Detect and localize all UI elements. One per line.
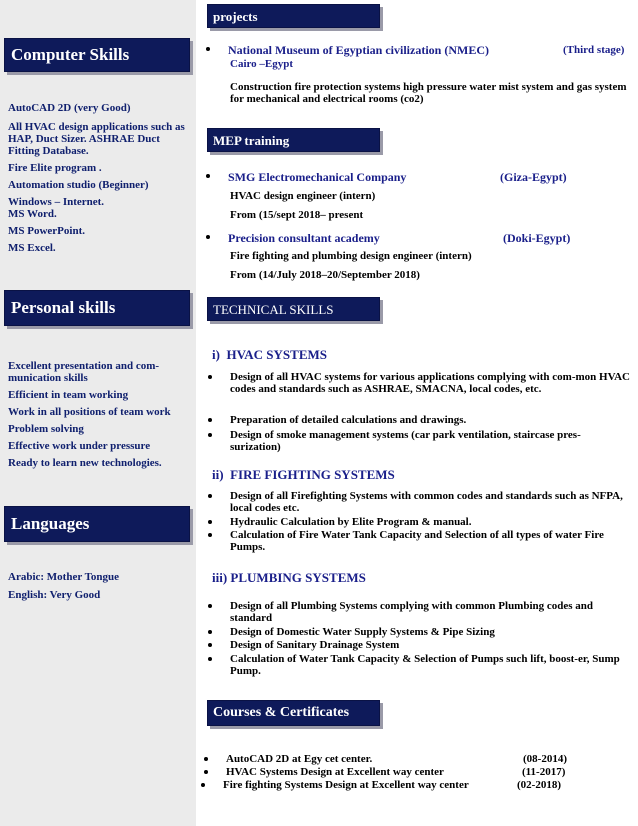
computer-skills-title: Computer Skills	[11, 45, 130, 64]
section-title	[212, 347, 327, 363]
course-name: Fire fighting Systems Design at Excellent way center	[223, 779, 469, 791]
languages-title: Languages	[11, 514, 90, 533]
list-item: Problem solving	[8, 423, 84, 435]
list-item: Design of Sanitary Drainage System	[230, 639, 630, 651]
list-item: Effective work under pressure	[8, 440, 151, 452]
list-item: Design of all Plumbing Systems complying with common Plumbing codes and standard	[230, 600, 630, 624]
mep-period: From (15/sept 2018– present	[230, 209, 364, 221]
list-item: Calculation of Water Tank Capacity & Selection of Pumps such lift, boost-er, Sump Pump.	[230, 653, 630, 677]
list-item: Windows – Internet. MS Word.	[8, 196, 105, 220]
course-date: (02-2018)	[517, 779, 561, 791]
mep-header	[207, 128, 380, 152]
courses-title: Courses & Certificates	[213, 705, 350, 720]
list-item: Fire Elite program .	[8, 162, 102, 174]
computer-skills-header	[4, 38, 190, 72]
mep-company: Precision consultant academy	[228, 231, 380, 245]
list-item: Automation studio (Beginner)	[8, 179, 149, 191]
section-number: i)	[212, 347, 220, 362]
list-item: All HVAC design applications such as HAP, Duct Sizer. ASHRAE Duct Fitting Database.	[8, 121, 185, 157]
sidebar	[0, 0, 196, 826]
list-item: Efficient in team working	[8, 389, 129, 401]
section-name: PLUMBING SYSTEMS	[230, 570, 366, 585]
list-item: AutoCAD 2D (very Good)	[8, 102, 131, 114]
technical-title: TECHNICAL SKILLS	[213, 302, 334, 317]
section-number: iii)	[212, 570, 228, 585]
course-date: (08-2014)	[523, 753, 567, 765]
technical-header	[207, 297, 380, 321]
computer-skills-list	[8, 102, 194, 254]
section-title	[212, 467, 395, 483]
mep-title: MEP training	[213, 133, 290, 148]
list-item: Design of smoke management systems (car park ventilation, staircase pres-surization)	[230, 429, 630, 453]
list-item: Hydraulic Calculation by Elite Program & manual.	[230, 516, 630, 528]
list-item: MS Excel.	[8, 242, 56, 254]
list-item: English: Very Good	[8, 589, 101, 601]
languages-header	[4, 506, 190, 542]
list-item: Preparation of detailed calculations and drawings.	[230, 414, 630, 426]
mep-period: From (14/July 2018–20/September 2018)	[230, 269, 420, 281]
mep-place: (Giza-Egypt)	[500, 170, 567, 184]
projects-title: projects	[213, 9, 258, 24]
project-location: Cairo –Egypt	[230, 58, 294, 70]
course-name: HVAC Systems Design at Excellent way center	[226, 766, 444, 778]
list-item: Calculation of Fire Water Tank Capacity and Selection of all types of water Fire Pumps.	[230, 529, 630, 553]
courses-header	[207, 700, 380, 726]
section-name: FIRE FIGHTING SYSTEMS	[230, 467, 395, 482]
project-stage: (Third stage)	[563, 44, 625, 56]
list-item: Ready to learn new technologies.	[8, 457, 162, 469]
list-item: Arabic: Mother Tongue	[8, 571, 120, 583]
list-item: MS PowerPoint.	[8, 225, 85, 237]
personal-skills-header	[4, 290, 190, 326]
languages-list	[8, 571, 194, 601]
mep-role: Fire fighting and plumbing design engineer (intern)	[230, 250, 472, 262]
list-item: Design of all HVAC systems for various applications complying with com-mon HVAC codes and standards such as ASHRAE, SMACNA, local codes, etc.	[230, 371, 630, 395]
personal-skills-list	[8, 360, 188, 469]
personal-skills-title: Personal skills	[11, 298, 116, 317]
projects-header	[207, 4, 380, 28]
project-description: Construction fire protection systems high pressure water mist system and gas system for mechanical and electrical rooms (co2)	[230, 81, 627, 105]
section-number: ii)	[212, 467, 224, 482]
list-item: Design of Domestic Water Supply Systems & Pipe Sizing	[230, 626, 630, 638]
section-title	[212, 570, 366, 586]
list-item: Design of all Firefighting Systems with common codes and standards such as NFPA, local codes etc.	[230, 490, 630, 514]
project-name: National Museum of Egyptian civilization (NMEC)	[228, 43, 489, 57]
course-name: AutoCAD 2D at Egy cet center.	[226, 753, 373, 765]
course-date: (11-2017)	[522, 766, 566, 778]
mep-role: HVAC design engineer (intern)	[230, 190, 376, 202]
mep-company: SMG Electromechanical Company	[228, 170, 407, 184]
section-name: HVAC SYSTEMS	[226, 347, 327, 362]
mep-place: (Doki-Egypt)	[503, 231, 571, 245]
list-item: Excellent presentation and com-munication skills	[8, 360, 160, 384]
list-item: Work in all positions of team work	[8, 406, 171, 418]
